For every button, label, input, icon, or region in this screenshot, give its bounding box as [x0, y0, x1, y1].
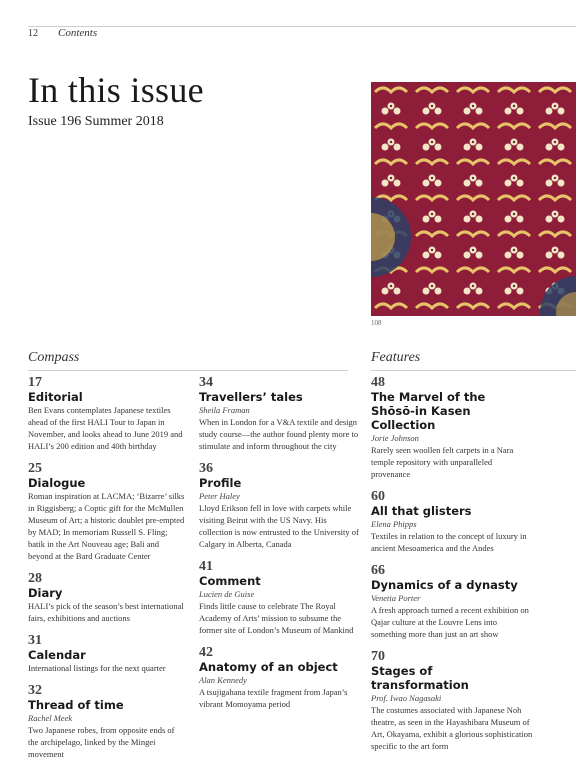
entry-page: 31	[28, 633, 42, 648]
entry-desc: International listings for the next quarter	[28, 663, 166, 673]
toc-entry-all-that-glisters[interactable]	[371, 489, 533, 554]
entry-desc: Rarely seen woollen felt carpets in a Nara temple repository with unparalleled provenance	[371, 445, 514, 479]
entry-title: Calendar	[28, 648, 86, 662]
compass-rule	[28, 370, 348, 371]
entry-author: Sheila Framan	[199, 405, 250, 415]
entry-desc: The costumes associated with Japanese Noh theatre, as seen in the Hayashibara Museum of Art, Okayama, exhibit a glorious sophistication specific to the art form	[371, 705, 533, 751]
entry-title: Profile	[199, 476, 242, 490]
carpet-illustration	[371, 82, 576, 316]
toc-entry-stages-of-transformation[interactable]	[371, 649, 533, 752]
entry-title: All that glisters	[371, 504, 472, 518]
page-number: 12	[28, 28, 38, 39]
entry-page: 34	[199, 375, 213, 390]
compass-heading: Compass	[28, 350, 80, 365]
toc-entry-thread-of-time[interactable]	[28, 683, 186, 760]
entry-author: Alan Kennedy	[199, 675, 247, 685]
entry-title: Diary	[28, 586, 63, 600]
toc-entry-calendar[interactable]	[28, 633, 186, 674]
entry-title: Dynamics of a dynasty	[371, 578, 518, 592]
entry-page: 48	[371, 375, 385, 390]
entry-author: Elena Phipps	[371, 519, 417, 529]
entry-title: Comment	[199, 574, 261, 588]
entry-desc: Two Japanese robes, from opposite ends of the archipelago, linked by the Mingei movement	[28, 725, 175, 759]
features-column	[371, 375, 533, 761]
header-rule	[28, 26, 576, 27]
entry-author: Prof. Iwao Nagasaki	[371, 693, 442, 703]
toc-entry-travellers-tales[interactable]	[199, 375, 359, 452]
entry-page: 17	[28, 375, 42, 390]
toc-entry-anatomy-of-an-object[interactable]	[199, 645, 359, 710]
entry-desc: Textiles in relation to the concept of luxury in ancient Mesoamerica and the Andes	[371, 531, 527, 553]
entry-title: Thread of time	[28, 698, 124, 712]
entry-desc: A fresh approach turned a recent exhibition on Qajar culture at the Louvre Lens into something more than just an art show	[371, 605, 529, 639]
toc-entry-editorial[interactable]	[28, 375, 186, 452]
toc-entry-diary[interactable]	[28, 571, 186, 624]
entry-desc: Lloyd Erikson fell in love with carpets while visiting Beirut with the US Navy. His collection is now entrusted to the University of Calgary in Alberta, Canada	[199, 503, 359, 549]
compass-column-1	[28, 375, 186, 769]
entry-desc: Finds little cause to celebrate The Royal Academy of Arts’ mission to subsume the former site of London’s Museum of Mankind	[199, 601, 354, 635]
entry-page: 70	[371, 649, 385, 664]
entry-page: 32	[28, 683, 42, 698]
entry-page: 36	[199, 461, 213, 476]
issue-line: Issue 196 Summer 2018	[28, 114, 164, 129]
features-rule	[371, 370, 576, 371]
entry-title: Dialogue	[28, 476, 86, 490]
entry-page: 41	[199, 559, 213, 574]
toc-entry-shoso-in[interactable]	[371, 375, 533, 480]
cover-image[interactable]	[371, 82, 576, 316]
image-caption: 108	[371, 319, 382, 327]
toc-entry-profile[interactable]	[199, 461, 359, 550]
entry-page: 28	[28, 571, 42, 586]
running-title: Contents	[58, 27, 98, 39]
entry-title: The Marvel of the Shōsō-in Kasen Collection	[371, 390, 486, 432]
page-title: In this issue	[28, 70, 204, 110]
entry-desc: Roman inspiration at LACMA; ‘Bizarre’ silks in Riggisberg; a Coptic gift for the McMullen Museum of Art; a historic doublet pre-empted by MAD; In memoriam Russell S. Fling; batik in the Art Nouveau age; Bali and beyond at the Bard Graduate Center	[28, 491, 185, 561]
toc-entry-dialogue[interactable]	[28, 461, 186, 562]
toc-entry-dynamics-of-a-dynasty[interactable]	[371, 563, 533, 640]
entry-title: Anatomy of an object	[199, 660, 338, 674]
toc-entry-comment[interactable]	[199, 559, 359, 636]
entry-title: Travellers’ tales	[199, 390, 303, 404]
entry-author: Rachel Meek	[28, 713, 73, 723]
entry-page: 42	[199, 645, 213, 660]
entry-desc: HALI’s pick of the season’s best international fairs, exhibitions and auctions	[28, 601, 184, 623]
entry-author: Venetia Porter	[371, 593, 421, 603]
entry-desc: Ben Evans contemplates Japanese textiles ahead of the first HALI Tour to Japan in November, and looks ahead to June 2019 and HALI’s 200 edition and 40th birthday	[28, 405, 183, 451]
entry-desc: A tsujigahana textile fragment from Japan’s vibrant Momoyama period	[199, 687, 348, 709]
entry-desc: When in London for a V&A textile and design study course—the author found plenty more to stimulate and inform throughout the city	[199, 417, 359, 451]
entry-author: Peter Haley	[199, 491, 240, 501]
entry-title: Stages of transformation	[371, 664, 469, 692]
features-heading: Features	[371, 350, 421, 365]
entry-page: 60	[371, 489, 385, 504]
entry-page: 66	[371, 563, 385, 578]
entry-author: Jorie Johnson	[371, 433, 419, 443]
compass-column-2	[199, 375, 359, 719]
entry-page: 25	[28, 461, 42, 476]
entry-title: Editorial	[28, 390, 83, 404]
entry-author: Lucien de Guise	[199, 589, 255, 599]
